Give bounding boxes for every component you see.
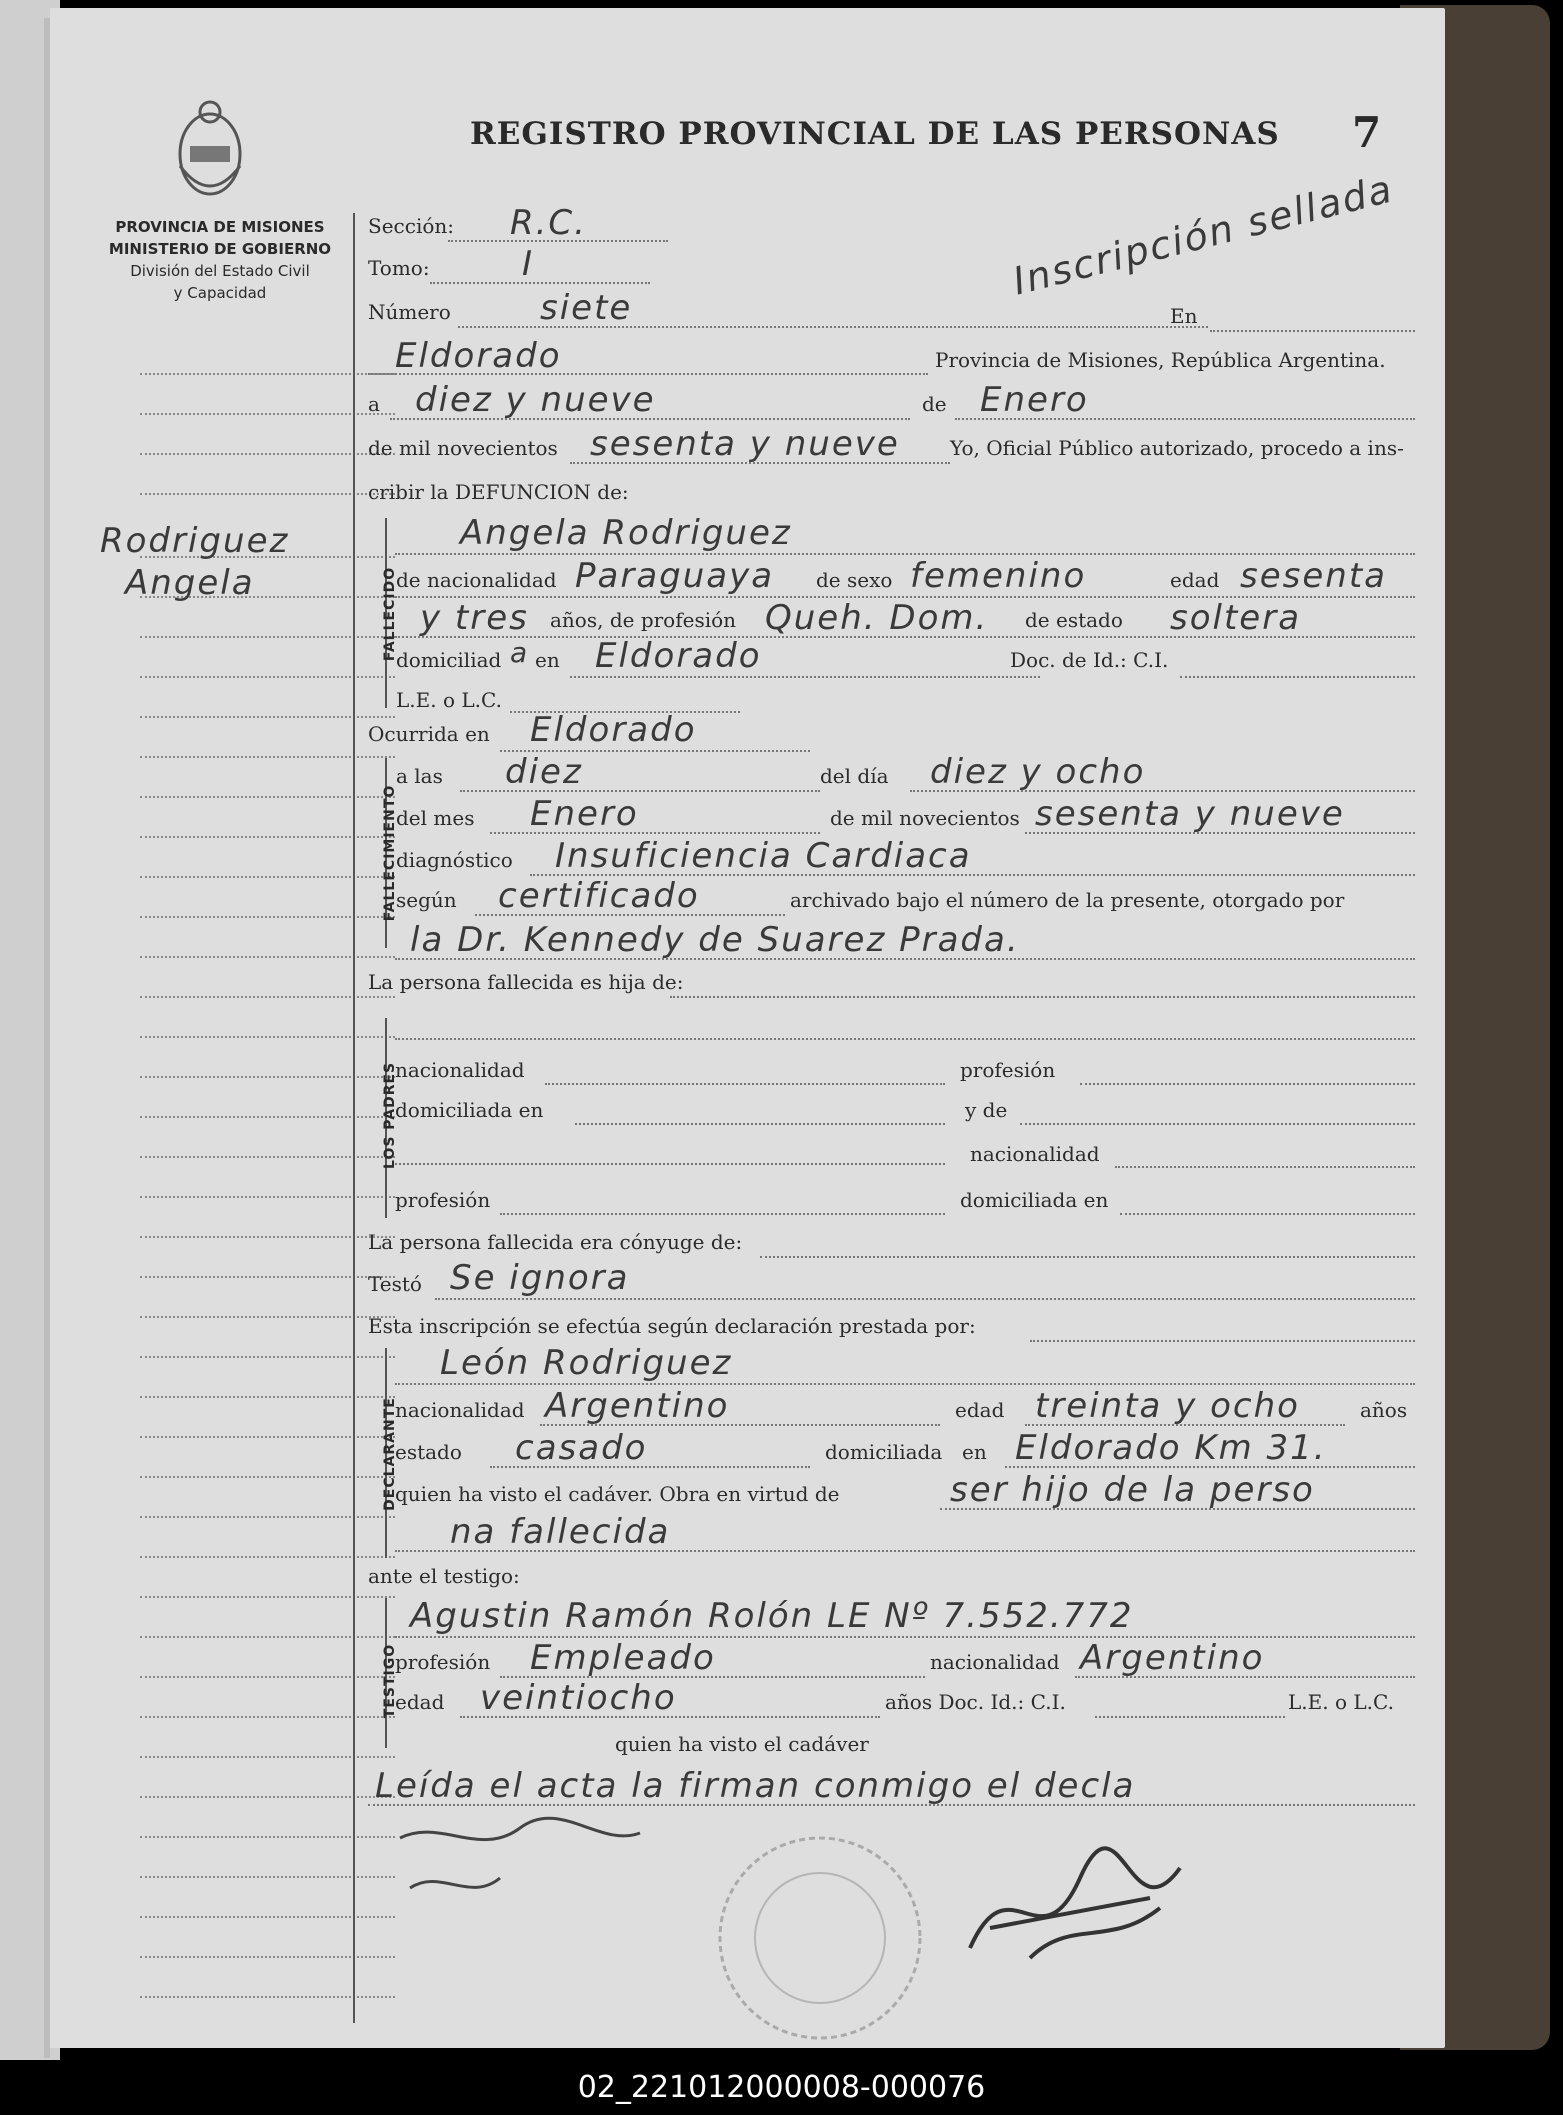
sexo-value: femenino — [910, 556, 1087, 596]
inscripcion-label: Esta inscripción se efectúa según declaración prestada por: — [368, 1314, 976, 1338]
margin-line — [140, 636, 395, 638]
padre-nacionalidad-label: nacionalidad — [395, 1058, 525, 1082]
register-page — [50, 8, 1445, 2048]
tomo-value: I — [522, 244, 535, 284]
en-domicilio-label: en — [535, 648, 560, 672]
margin-line — [140, 916, 395, 918]
margin-line — [140, 756, 395, 758]
madre-nacionalidad-label: nacionalidad — [970, 1142, 1100, 1166]
anos-profesion-label: años, de profesión — [550, 608, 737, 632]
margin-line — [140, 716, 395, 718]
t-anos-doc-label: años Doc. Id.: C.I. — [885, 1690, 1066, 1714]
madre-profesion-line — [500, 1213, 945, 1215]
testigo-nombre-value: Agustin Ramón Rolón LE Nº 7.552.772 — [410, 1596, 1134, 1636]
declarante-section-label: DECLARANTE — [382, 1397, 398, 1511]
profesion-value: Queh. Dom. — [765, 598, 989, 638]
ministry-line: MINISTERIO DE GOBIERNO — [108, 240, 332, 258]
profesion-line — [395, 636, 1415, 638]
margin-line — [140, 996, 395, 998]
t-quien-label: quien ha visto el cadáver — [615, 1732, 869, 1756]
de-label: de — [922, 392, 947, 416]
sexo-label: de sexo — [816, 568, 893, 592]
testo-line — [435, 1298, 1415, 1300]
oficial-label: Yo, Oficial Público autorizado, procedo a ins- — [950, 436, 1404, 460]
numero-label: Número — [368, 300, 451, 324]
del-mes-label: del mes — [396, 806, 475, 830]
padre-domiciliada-line — [575, 1123, 945, 1125]
margin-line — [140, 1276, 395, 1278]
dec-anos-label: años — [1360, 1398, 1408, 1422]
segun-line — [475, 914, 785, 916]
edad-value-a: sesenta — [1240, 556, 1387, 596]
dec-nacionalidad-value: Argentino — [545, 1386, 730, 1426]
testo-label: Testó — [368, 1272, 422, 1296]
tomo-label: Tomo: — [368, 256, 430, 280]
virtud-value-2: na fallecida — [450, 1512, 671, 1552]
scan-identifier: 02_221012000008-000076 — [577, 2070, 986, 2105]
margin-line — [140, 1076, 395, 1078]
dia-fall-value: diez y ocho — [930, 752, 1146, 792]
margin-line — [140, 676, 395, 678]
margin-line — [140, 1636, 395, 1638]
dec-estado-line — [490, 1466, 810, 1468]
domiciliad-label: domiciliad — [396, 648, 502, 672]
dec-edad-value: treinta y ocho — [1035, 1386, 1300, 1426]
estado-label: de estado — [1025, 608, 1123, 632]
dia-value: diez y nueve — [415, 380, 656, 420]
padre-profesion-label: profesión — [960, 1058, 1056, 1082]
a-label: a — [368, 392, 380, 416]
t-edad-value: veintiocho — [480, 1678, 677, 1718]
anio-fall-line — [1025, 832, 1415, 834]
margin-line — [140, 876, 395, 878]
edad-value-b: y tres — [420, 598, 529, 638]
margin-line — [140, 493, 395, 495]
dec-edad-label: edad — [955, 1398, 1005, 1422]
t-profesion-label: profesión — [395, 1650, 491, 1674]
page-gutter — [44, 18, 50, 2058]
dec-nacionalidad-label: nacionalidad — [395, 1398, 525, 1422]
provincia-label: Provincia de Misiones, República Argentina. — [935, 348, 1386, 372]
declarante-nombre-value: León Rodriguez — [440, 1343, 733, 1383]
margin-line — [140, 1836, 395, 1838]
quien-visto-label: quien ha visto el cadáver. Obra en virtud de — [395, 1482, 840, 1506]
virtud-line-2 — [395, 1550, 1415, 1552]
coat-of-arms-icon — [170, 96, 250, 204]
margin-line — [140, 796, 395, 798]
cierre-line — [368, 1804, 1415, 1806]
madre-profesion-label: profesión — [395, 1188, 491, 1212]
madre-name-line — [395, 1163, 945, 1165]
margin-line — [140, 1236, 395, 1238]
margin-line — [140, 1156, 395, 1158]
edad-label: edad — [1170, 568, 1220, 592]
dec-en-label: en — [962, 1440, 987, 1464]
declarante-nombre-line — [395, 1383, 1415, 1385]
ocurrida-value: Eldorado — [530, 710, 697, 750]
del-dia-label: del día — [820, 764, 889, 788]
madre-domiciliada-label: domiciliada en — [960, 1188, 1109, 1212]
virtud-value-1: ser hijo de la perso — [950, 1470, 1315, 1510]
le-lc-label: L.E. o L.C. — [396, 688, 502, 712]
segun-label: según — [396, 888, 457, 912]
testo-value: Se ignora — [450, 1258, 630, 1298]
estado-value: soltera — [1170, 598, 1302, 638]
margin-line — [140, 1996, 395, 1998]
lugar-value: Eldorado — [395, 336, 562, 376]
t-nacionalidad-line — [1075, 1676, 1415, 1678]
y-de-label: y de — [965, 1098, 1008, 1122]
de-mil-label: de mil novecientos — [368, 436, 558, 460]
dia-fall-line — [910, 790, 1415, 792]
margin-line — [140, 1796, 395, 1798]
sellado-stamp: Inscripción sellada — [1008, 166, 1398, 304]
diagnostico-value: Insuficiencia Cardiaca — [555, 836, 972, 876]
virtud-line-1 — [940, 1508, 1415, 1510]
madre-nacionalidad-line — [1115, 1166, 1415, 1168]
margin-line — [140, 1396, 395, 1398]
t-le-lc-label: L.E. o L.C. — [1288, 1690, 1394, 1714]
ante-testigo-label: ante el testigo: — [368, 1564, 520, 1588]
inscripcion-line — [1030, 1340, 1415, 1342]
page-title: REGISTRO PROVINCIAL DE LAS PERSONAS — [470, 116, 1280, 152]
margin-line — [140, 1876, 395, 1878]
margin-line — [140, 1116, 395, 1118]
margin-line — [140, 1756, 395, 1758]
en-line — [1210, 330, 1415, 332]
margin-line — [140, 1556, 395, 1558]
margin-line — [140, 1316, 395, 1318]
official-signature-icon — [950, 1838, 1210, 1988]
hija-de-line — [670, 996, 1415, 998]
segun-value: certificado — [498, 876, 700, 916]
hora-value: diez — [505, 752, 583, 792]
t-nacionalidad-label: nacionalidad — [930, 1650, 1060, 1674]
division-line: División del Estado Civil — [130, 262, 310, 280]
padres-name-line — [395, 1038, 1415, 1040]
hija-de-label: La persona fallecida es hija de: — [368, 970, 684, 994]
dec-estado-label: estado — [395, 1440, 462, 1464]
madre-domiciliada-line — [1120, 1213, 1415, 1215]
padre-nacionalidad-line — [545, 1083, 945, 1085]
margin-line — [140, 1676, 395, 1678]
conyuge-label: La persona fallecida era cónyuge de: — [368, 1230, 743, 1254]
a-las-label: a las — [396, 764, 443, 788]
official-seal-icon — [690, 1808, 950, 2048]
hora-line — [460, 790, 820, 792]
dec-domiciliada-label: domiciliada — [825, 1440, 943, 1464]
nacionalidad-value: Paraguaya — [575, 556, 775, 596]
province-header — [70, 216, 370, 304]
margin-line — [140, 1036, 395, 1038]
domicilio-line — [570, 676, 1040, 678]
ocurrida-label: Ocurrida en — [368, 722, 490, 746]
anio-fall-value: sesenta y nueve — [1035, 794, 1345, 834]
margin-line — [140, 1956, 395, 1958]
mes-fall-value: Enero — [530, 794, 639, 834]
margin-line — [140, 1196, 395, 1198]
t-edad-label: edad — [395, 1690, 445, 1714]
dec-edad-line — [1025, 1424, 1345, 1426]
form-border — [353, 213, 355, 2023]
margin-line — [140, 836, 395, 838]
page-number: 7 — [1352, 108, 1382, 157]
t-edad-line — [460, 1716, 880, 1718]
padre-domiciliada-label: domiciliada en — [395, 1098, 544, 1122]
testigo-section-label: TESTIGO — [382, 1643, 398, 1719]
margin-firstname: Angela — [125, 563, 255, 603]
margin-line — [140, 1436, 395, 1438]
tomo-line — [430, 282, 650, 284]
margin-surname: Rodriguez — [100, 521, 290, 561]
mes-value: Enero — [980, 380, 1089, 420]
domicilio-suffix: a — [510, 636, 530, 669]
padres-section-label: LOS PADRES — [382, 1061, 398, 1169]
dec-domicilio-value: Eldorado Km 31. — [1015, 1428, 1327, 1468]
margin-line — [140, 1476, 395, 1478]
province-line: PROVINCIA DE MISIONES — [115, 218, 325, 236]
y-de-line — [1020, 1123, 1415, 1125]
margin-line — [140, 413, 395, 415]
margin-line — [140, 1596, 395, 1598]
en-label: En — [1170, 304, 1198, 328]
capacidad-line: y Capacidad — [173, 284, 267, 302]
conyuge-line — [760, 1256, 1415, 1258]
medico-value: la Dr. Kennedy de Suarez Prada. — [410, 920, 1020, 960]
margin-line — [140, 1516, 395, 1518]
archivado-label: archivado bajo el número de la presente, otorgado por — [790, 888, 1345, 912]
t-profesion-value: Empleado — [530, 1638, 716, 1678]
de-mil2-label: de mil novecientos — [830, 806, 1020, 830]
cierre-value: Leída el acta la firman conmigo el decla — [375, 1766, 1136, 1806]
doc-id-label: Doc. de Id.: C.I. — [1010, 648, 1169, 672]
dec-estado-value: casado — [515, 1428, 648, 1468]
margin-line — [140, 1356, 395, 1358]
numero-value: siete — [540, 288, 633, 328]
margin-line — [140, 956, 395, 958]
diagnostico-label: diagnóstico — [396, 848, 513, 872]
domicilio-value: Eldorado — [595, 636, 762, 676]
fallecido-section-label: FALLECIDO — [382, 566, 398, 662]
nombre-value: Angela Rodriguez — [460, 513, 792, 553]
lugar-line — [368, 373, 928, 375]
margin-line — [140, 1916, 395, 1918]
fallecimiento-section-label: FALLECIMIENTO — [382, 784, 398, 922]
dec-domicilio-line — [1005, 1466, 1415, 1468]
margin-line — [140, 453, 395, 455]
medico-line — [395, 958, 1415, 960]
margin-line — [140, 1716, 395, 1718]
padre-profesion-line — [1080, 1083, 1415, 1085]
cribir-label: cribir la DEFUNCION de: — [368, 480, 629, 504]
seccion-label: Sección: — [368, 214, 454, 238]
margin-line — [140, 373, 395, 375]
doc-id-line — [1180, 676, 1415, 678]
seccion-value: R.C. — [510, 203, 587, 243]
dec-nacionalidad-line — [540, 1424, 940, 1426]
t-doc-line — [1095, 1716, 1285, 1718]
mes-fall-line — [490, 832, 820, 834]
nombre-line — [395, 553, 1415, 555]
t-nacionalidad-value: Argentino — [1080, 1638, 1265, 1678]
anio-value: sesenta y nueve — [590, 424, 900, 464]
nacionalidad-label: de nacionalidad — [396, 568, 557, 592]
